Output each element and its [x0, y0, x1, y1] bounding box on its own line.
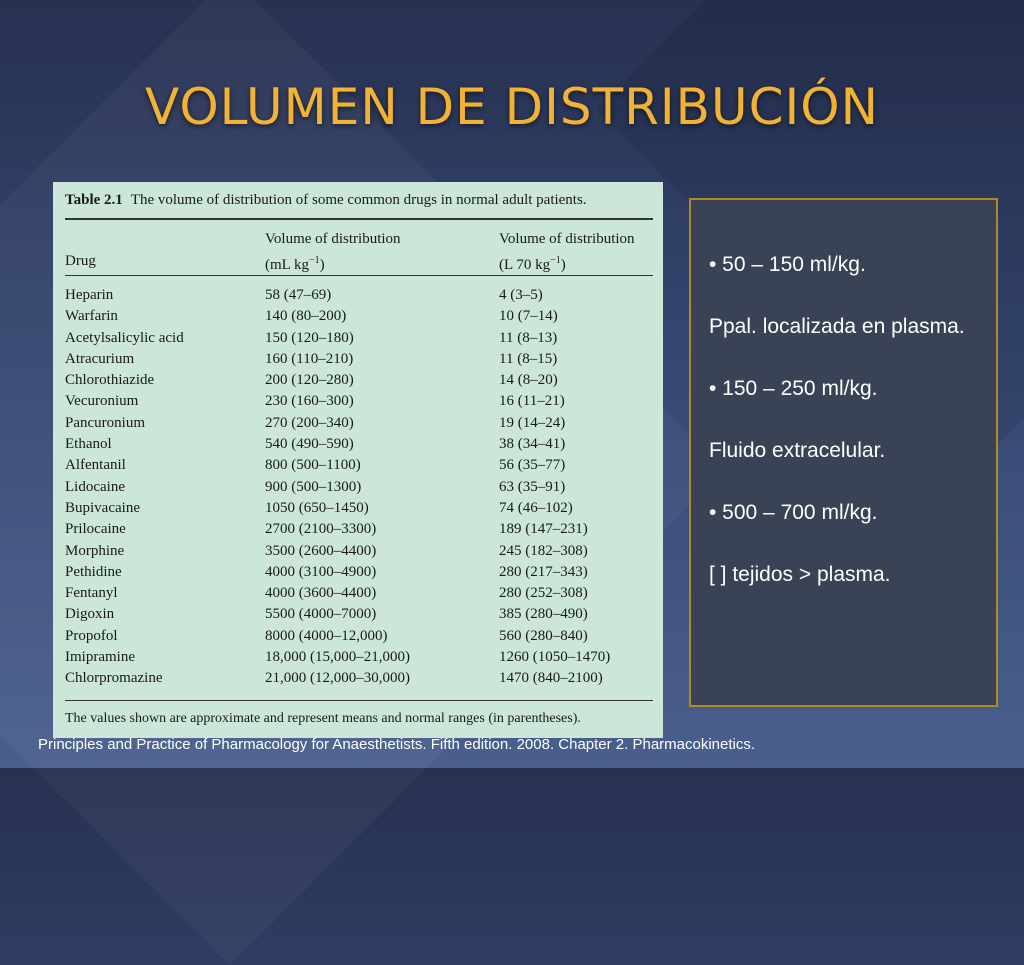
- drug-name-cell: Chlorpromazine: [65, 670, 163, 687]
- volume-ml-cell: 4000 (3600–4400): [265, 585, 377, 602]
- drug-name-cell: Pancuronium: [65, 414, 145, 431]
- table-footnote: The values shown are approximate and represent means and normal ranges (in parentheses).: [65, 700, 653, 727]
- summary-item: • 500 – 700 ml/kg.: [709, 501, 878, 524]
- volume-l-cell: 11 (8–15): [499, 350, 558, 367]
- volume-ml-cell: 2700 (2100–3300): [265, 521, 377, 538]
- volume-l-cell: 1260 (1050–1470): [499, 649, 611, 666]
- table-row: [65, 604, 653, 625]
- table-row: [65, 434, 653, 455]
- table-row: [65, 455, 653, 476]
- volume-l-cell: 189 (147–231): [499, 521, 588, 538]
- drug-name-cell: Lidocaine: [65, 478, 125, 495]
- drug-name-cell: Imipramine: [65, 649, 135, 666]
- volume-l-cell: 16 (11–21): [499, 393, 565, 410]
- drug-name-cell: Heparin: [65, 287, 114, 303]
- volume-l-cell: 14 (8–20): [499, 372, 558, 389]
- table-row: [65, 498, 653, 519]
- table-row: [65, 647, 653, 668]
- drug-name-cell: Fentanyl: [65, 585, 118, 602]
- table-row: [65, 370, 653, 391]
- drug-volume-table: [53, 182, 663, 738]
- drug-name-cell: Digoxin: [65, 606, 115, 623]
- volume-l-cell: 63 (35–91): [499, 478, 566, 495]
- summary-item: • 150 – 250 ml/kg.: [709, 377, 878, 400]
- drug-name-cell: Prilocaine: [65, 521, 126, 538]
- drug-name-cell: Atracurium: [65, 350, 135, 367]
- volume-ml-cell: 140 (80–200): [265, 308, 347, 325]
- table-label: Table 2.1: [65, 192, 123, 208]
- drug-name-cell: Vecuronium: [65, 393, 139, 410]
- header-drug: Drug: [65, 253, 96, 269]
- volume-ml-cell: 200 (120–280): [265, 372, 354, 389]
- volume-ml-cell: 900 (500–1300): [265, 478, 362, 495]
- header-vd-l: Volume of distribution (L 70 $kg^{-1}$): [499, 231, 635, 273]
- table-row: [65, 328, 653, 349]
- table-body: [65, 276, 653, 690]
- volume-l-cell: 19 (14–24): [499, 414, 566, 431]
- summary-item: • 50 – 150 ml/kg.: [709, 253, 866, 276]
- volume-ml-cell: 58 (47–69): [265, 287, 332, 303]
- volume-l-cell: 4 (3–5): [499, 287, 543, 303]
- drug-name-cell: Acetylsalicylic acid: [65, 329, 184, 346]
- volume-l-cell: 385 (280–490): [499, 606, 588, 623]
- table-row: [65, 477, 653, 498]
- table-row: [65, 668, 653, 689]
- volume-ml-cell: 18,000 (15,000–21,000): [265, 649, 410, 666]
- drug-name-cell: Ethanol: [65, 436, 112, 453]
- summary-box: [689, 198, 998, 707]
- volume-ml-cell: 4000 (3100–4900): [265, 563, 377, 580]
- volume-ml-cell: 1050 (650–1450): [265, 499, 369, 516]
- table-row: [65, 413, 653, 434]
- volume-l-cell: 245 (182–308): [499, 542, 588, 559]
- volume-ml-cell: 5500 (4000–7000): [265, 606, 377, 623]
- slide-title: VOLUMEN DE DISTRIBUCIÓN: [145, 78, 879, 136]
- source-citation: Principles and Practice of Pharmacology for Anaesthetists. Fifth edition. 2008. Chapter 2. Pharmacokinetics.: [38, 736, 756, 753]
- drug-name-cell: Bupivacaine: [65, 499, 140, 516]
- drug-name-cell: Pethidine: [65, 563, 122, 580]
- table-row: [65, 541, 653, 562]
- table-row: [65, 626, 653, 647]
- drug-name-cell: Alfentanil: [65, 457, 126, 474]
- table-row: [65, 306, 653, 327]
- drug-name-cell: Morphine: [65, 542, 125, 559]
- volume-ml-cell: 800 (500–1100): [265, 457, 361, 474]
- volume-l-cell: 280 (252–308): [499, 585, 588, 602]
- table-caption-text: The volume of distribution of some common drugs in normal adult patients.: [130, 192, 587, 208]
- summary-item: Ppal. localizada en plasma.: [709, 315, 965, 338]
- table-row: [65, 583, 653, 604]
- volume-ml-cell: 160 (110–210): [265, 350, 354, 367]
- volume-l-cell: 10 (7–14): [499, 308, 558, 325]
- table-row: [65, 391, 653, 412]
- header-vd-ml: Volume of distribution (mL $kg^{-1}$): [265, 231, 401, 273]
- volume-ml-cell: 540 (490–590): [265, 436, 354, 453]
- volume-l-cell: 560 (280–840): [499, 627, 588, 644]
- table-row: [65, 349, 653, 370]
- volume-ml-cell: 8000 (4000–12,000): [265, 627, 388, 644]
- table-caption: [65, 192, 653, 220]
- drug-name-cell: Warfarin: [65, 308, 118, 325]
- table-row: [65, 562, 653, 583]
- volume-l-cell: 280 (217–343): [499, 563, 588, 580]
- table-row: [65, 285, 653, 306]
- summary-item: [ ] tejidos > plasma.: [709, 563, 891, 586]
- table-header: [65, 220, 653, 276]
- volume-ml-cell: 21,000 (12,000–30,000): [265, 670, 410, 687]
- volume-l-cell: 74 (46–102): [499, 499, 573, 516]
- drug-name-cell: Propofol: [65, 627, 118, 644]
- volume-l-cell: 11 (8–13): [499, 329, 558, 346]
- volume-ml-cell: 230 (160–300): [265, 393, 354, 410]
- drug-name-cell: Chlorothiazide: [65, 372, 155, 389]
- volume-l-cell: 56 (35–77): [499, 457, 566, 474]
- summary-item: Fluido extracelular.: [709, 439, 886, 462]
- volume-l-cell: 38 (34–41): [499, 436, 566, 453]
- volume-ml-cell: 150 (120–180): [265, 329, 354, 346]
- table-row: [65, 519, 653, 540]
- volume-ml-cell: 270 (200–340): [265, 414, 354, 431]
- volume-ml-cell: 3500 (2600–4400): [265, 542, 377, 559]
- volume-l-cell: 1470 (840–2100): [499, 670, 603, 687]
